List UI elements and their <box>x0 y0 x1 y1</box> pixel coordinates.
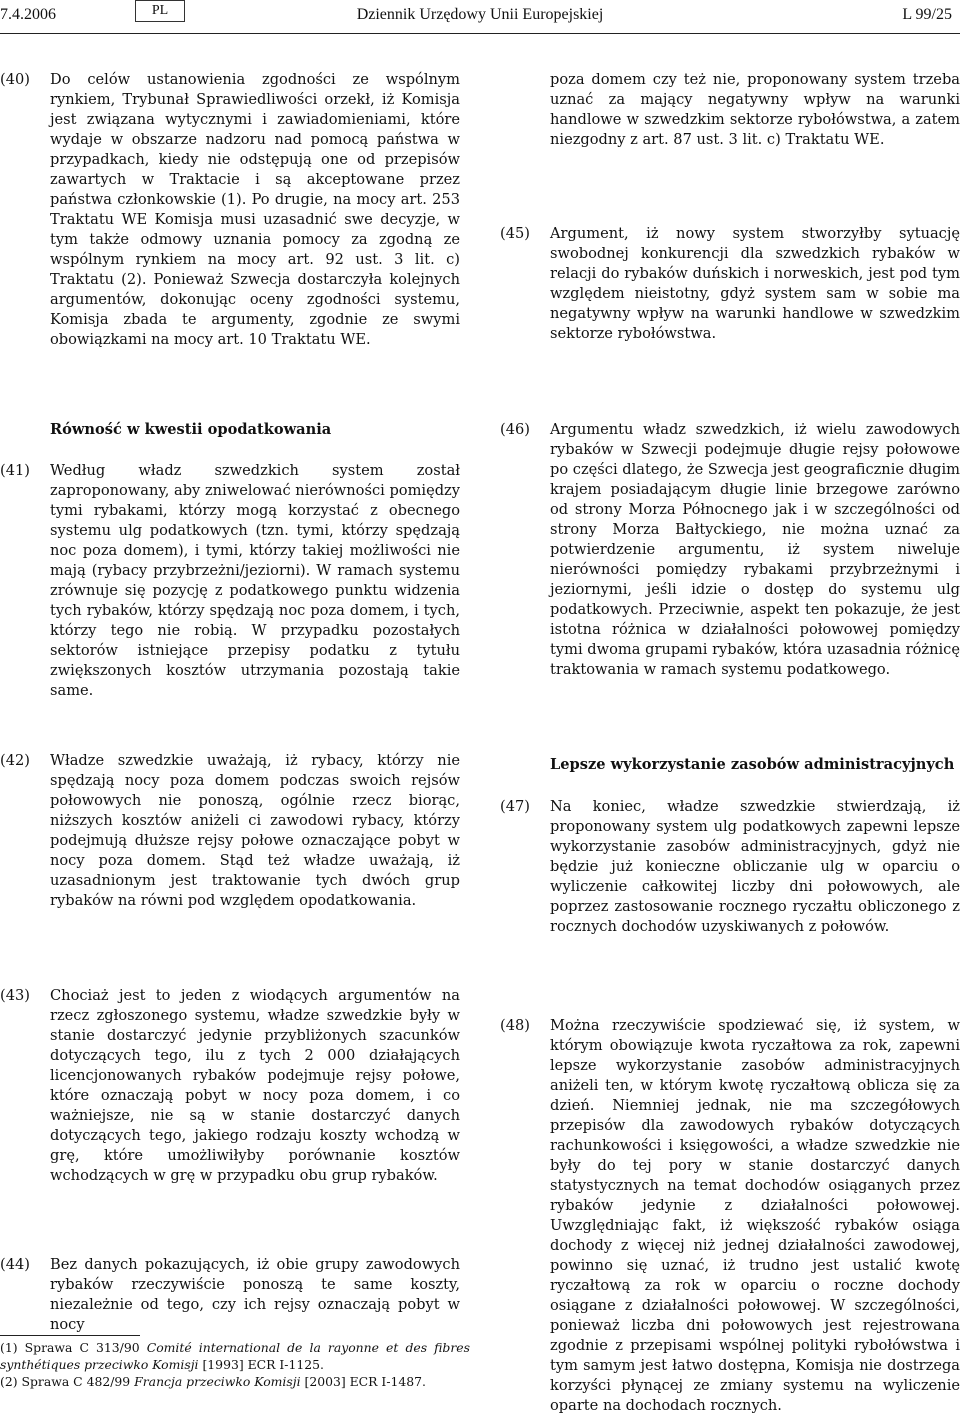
footnote-2 <box>0 1373 470 1390</box>
footnote-citation: [2003] ECR I-1487. <box>304 1374 426 1389</box>
paragraph-number: (42) <box>0 752 30 769</box>
footnote-case: Sprawa C 482/99 <box>21 1374 131 1389</box>
paragraph-number: (46) <box>500 421 530 438</box>
paragraph-text: poza domem czy też nie, proponowany system trzeba uznać za mający negatywny wpływ na warunki handlowe w szwedzkim sektorze rybołówstwa, a zatem niezgodny z art. 87 ust. 3 lit. c) Traktatu WE. <box>550 71 960 148</box>
footnote-1 <box>0 1339 470 1373</box>
paragraph-text: Do celów ustanowienia zgodności ze wspólnym rynkiem, Trybunał Sprawiedliwości orzekł, iż Komisja jest związana wytycznymi i zawiadomieniami, które wydaje w obszarze nadzoru nad pomocą państwa w przypadkach, kiedy nie odstępują one od przepisów zawartych w Traktacie i są akceptowane przez państwa członkowskie (1). Po drugie, na mocy art. 253 Traktatu WE Komisja musi uzasadnić swe decyzje, w tym także odmowy uznania pomocy za zgodną ze wspólnym rynkiem na mocy art. 92 ust. 3 lit. c) Traktatu (2). Ponieważ Szwecja dostarczyła kolejnych argumentów, dokonując oceny zgodności systemu, Komisja zbada te argumenty, zgodnie ze swymi obowiązkami na mocy art. 10 Traktatu WE. <box>50 71 460 348</box>
journal-title: Dziennik Urzędowy Unii Europejskiej <box>356 6 604 23</box>
paragraph-text: Władze szwedzkie uważają, iż rybacy, którzy nie spędzają nocy poza domem podczas swoich rejsów połowowych nie ponoszą, ogólnie rzecz biorąc, niższych kosztów aniżeli ci zawodowi rybacy, którzy podejmują dłuższe rejsy połowe oznaczające pobyt w nocy poza domem. Stąd też władze uważają, iż uzasadnionym jest traktowanie tych dwóch grup rybaków na równi pod względem opodatkowania. <box>50 752 460 909</box>
paragraph-number: (47) <box>500 798 530 815</box>
paragraph-text: Chociaż jest to jeden z wiodących argumentów na rzecz zgłoszonego systemu, władze szwedzkie były w stanie dostarczyć jedynie przybliżonych szacunków dotyczących tego, ilu z tych 2 000 działających licencjonowanych rybaków podejmuje rejsy połowe, które oznaczają pobyt w nocy poza domem, i co ważniejsze, nie są w stanie dostarczyć danych dotyczących tego, jakiego rodzaju koszty wchodzą w grę, które umożliwiłyby porównanie kosztów wchodzących w grę w przypadku obu grup rybaków. <box>50 987 460 1184</box>
paragraph-number: (40) <box>0 71 30 88</box>
footnote-mark: (1) <box>0 1340 18 1355</box>
footnote-mark: (2) <box>0 1374 18 1389</box>
paragraph-number: (43) <box>0 987 30 1004</box>
header-date: 7.4.2006 <box>0 6 56 23</box>
footnote-citation: [1993] ECR I-1125. <box>202 1357 324 1372</box>
footnote-case-name: Comité international de la rayonne et des fibres synthétiques przeciwko Komisji <box>0 1340 470 1372</box>
footnote-case: Sprawa C 313/90 <box>24 1340 140 1355</box>
paragraph-text: Można rzeczywiście spodziewać się, iż system, w którym obowiązuje kwota ryczałtowa za rok, zapewni lepsze wykorzystanie zasobów administracyjnych aniżeli ten, w którym kwotę ryczałtową oblicza się za dzień. Niemniej jednak, nie ma szczegółowych przepisów dla zawodowych rybaków dotyczących rachunkowości i księgowości, a władze szwedzkie nie były do tej pory w stanie dostarczyć danych statystycznych na temat dochodów osiąganych przez rybaków jedynie z działalności połowowej. Uwzględniając fakt, iż większość rybaków osiąga dochody z więcej niż jednej działalności zawodowej, powinno się uznać, iż trudno jest ustalić kwotę ryczałtową za rok w oparciu o roczne dochody osiągane z działalności połowowej. W szczególności, ponieważ liczba dni połowowych jest rejestrowana zgodnie z przepisami wspólnej polityki rybołówstwa i tym samym jest łatwo dostępna, Komisja nie dostrzega korzyści płynącej ze zmiany systemu na wyliczenie oparte na dochodach rocznych. <box>550 1017 960 1414</box>
footnote-rule <box>0 1335 140 1336</box>
section-heading-equality: Równość w kwestii opodatkowania <box>50 421 332 438</box>
paragraph-number: (44) <box>0 1256 30 1273</box>
section-heading-admin-resources: Lepsze wykorzystanie zasobów administracyjnych <box>550 756 955 773</box>
paragraph-number: (48) <box>500 1017 530 1034</box>
footnote-case-name: Francja przeciwko Komisji <box>134 1374 301 1389</box>
paragraph-text: Argumentu władz szwedzkich, iż wielu zawodowych rybaków w Szwecji podejmuje długie rejsy połowowe po części dlatego, że Szwecja jest geograficznie długim krajem posiadającym długie linie brzegowe zarówno od strony Morza Północnego jak i w szczególności od strony Morza Bałtyckiego, nie można uznać za potwierdzenie argumentu, iż system niweluje nierówności pomiędzy rybakami przybrzeżnymi i jeziornymi, jeśli idzie o dostęp do systemu ulg podatkowych. Przeciwnie, aspekt ten pokazuje, że jest istotna różnica w działalności połowowej pomiędzy tymi dwoma grupami rybaków, która uzasadnia różnicę traktowania w ramach systemu podatkowego. <box>550 421 960 678</box>
paragraph-number: (45) <box>500 225 530 242</box>
paragraph-text: Argument, iż nowy system stworzyłby sytuację swobodnej konkurencji dla szwedzkich rybaków w relacji do rybaków duńskich i norweskich, jest pod tym względem nieistotny, gdyż system sam w sobie ma negatywny wpływ na warunki handlowe w szwedzkim sektorze rybołówstwa. <box>550 225 960 342</box>
page-header <box>0 0 960 30</box>
paragraph-text: Bez danych pokazujących, iż obie grupy zawodowych rybaków rzeczywiście ponoszą te same koszty, niezależnie od tego, czy ich rejsy oznaczają pobyt w nocy <box>50 1256 460 1333</box>
header-rule <box>0 33 960 34</box>
paragraph-number: (41) <box>0 462 30 479</box>
paragraph-text: Według władz szwedzkich system został zaproponowany, aby zniwelować nierówności pomiędzy tymi rybakami, którzy mogą korzystać z obecnego systemu ulg podatkowych (tzn. tymi, którzy spędzają noc poza domem), i tymi, którzy takiej możliwości nie mają (rybacy przybrzeżni/jeziorni). W ramach systemu zrównuje się pozycję z podatkowego punktu widzenia tych rybaków, którzy spędzają noc poza domem, i tych, którzy tego nie robią. W przypadku pozostałych sektorów istniejące przepisy podatku z tytułu zwiększonych kosztów utrzymania pozostają takie same. <box>50 462 460 699</box>
paragraph-text: Na koniec, władze szwedzkie stwierdzają, iż proponowany system ulg podatkowych zapewni lepsze wykorzystanie zasobów administracyjnych, gdyż nie będzie już konieczne obliczanie ulg w oparciu o wyliczenie całkowitej liczby dni połowowych, ale poprzez zastosowanie rocznego ryczałtu obliczonego z rocznych dochodów uzyskiwanych z połowów. <box>550 798 960 935</box>
page-number: L 99/25 <box>902 6 952 23</box>
language-badge: PL <box>135 0 185 22</box>
